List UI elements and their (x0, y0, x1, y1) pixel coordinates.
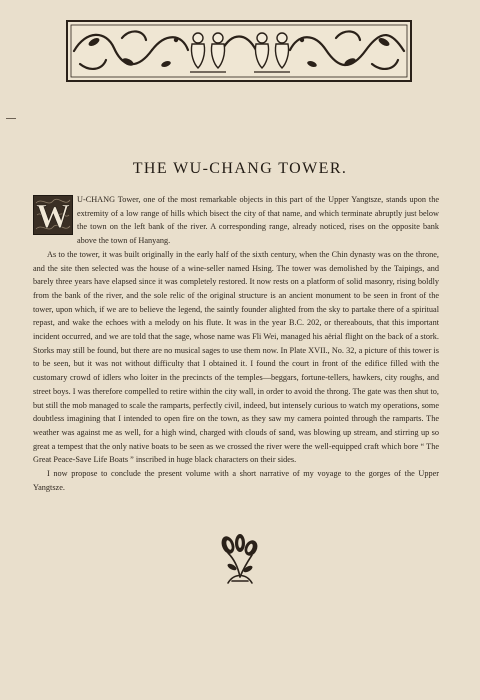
body-text (33, 193, 439, 494)
paragraph-1 (33, 193, 439, 248)
paragraph-3: I now propose to conclude the present volume with a short narrative of my voyage to the gorges of the Upper Yangtsze. (33, 469, 439, 492)
ornamental-headpiece (66, 20, 412, 82)
margin-mark (6, 118, 16, 119)
opening-caps: U-CHANG (77, 195, 116, 204)
drop-cap-letter: W (36, 198, 70, 235)
flower-ornament-icon (218, 533, 262, 587)
paragraph-1-text: Tower, one of the most remarkable objects in this part of the Upper Yangtsze, stands upon the extremity of a low range of hills which bisect the city of that name, and which terminate abruptly just below the town on the left bank of the river. A corresponding range, already noticed, rises on the opposite bank above the town of Hanyang. (77, 195, 439, 246)
chapter-title: THE WU-CHANG TOWER. (132, 160, 348, 177)
floral-tailpiece (218, 533, 262, 587)
drop-cap (33, 195, 73, 235)
paragraph-2: As to the tower, it was built originally in the early half of the sixth century, when the Chin dynasty was on the throne, and the site then selected was the house of a wine-seller named Hsing. The tower was demolished by the Taipings, and barely three years have elapsed since it was completely restored. It now rests on a platform of solid masonry, rising boldly from the bank of the river, and the sole relic of the original structure is an ancient monument to be seen in front of the tower, upon which, if we are to believe the legend, the saintly founder alighted from the sky to partake there of a spiritual repast, and wake the echoes with a melody on his flute. It was in the year B.C. 202, or thereabouts, that this important incident occurred, and we are told that the sage, whose name was Fli Wei, managed his aërial flight on the back of a stork. Storks may still be found, but there are no musical sages to use them now. In Plate XVII., No. 32, a picture of this tower is to be seen, but it was not without difficulty that I obtained it. I found the court in front of the edifice filled with the customary crowd of idlers who loiter in the precincts of the temples—beggars, fortune-tellers, hawkers, city roughs, and street boys. I was therefore compelled to retire within the city wall, in order to avoid the throng. The gate was then shut to, but still the mob managed to scale the ramparts, perfectly civil, indeed, but intensely curious to watch my operations, some doubtless imagining that I intended to open fire on the town, as they saw my camera pointed through the ramparts. The weather was against me as well, for a high wind, charged with clouds of sand, was blowing up stream, and stirring up so great a tempest that the only native boats to be seen as we crossed the river were the well-equipped craft which bore “ The Great Peace-Save Life Boats ” inscribed in huge black characters on their sides. (33, 249, 439, 465)
floral-scroll-ornament-icon (66, 20, 412, 82)
